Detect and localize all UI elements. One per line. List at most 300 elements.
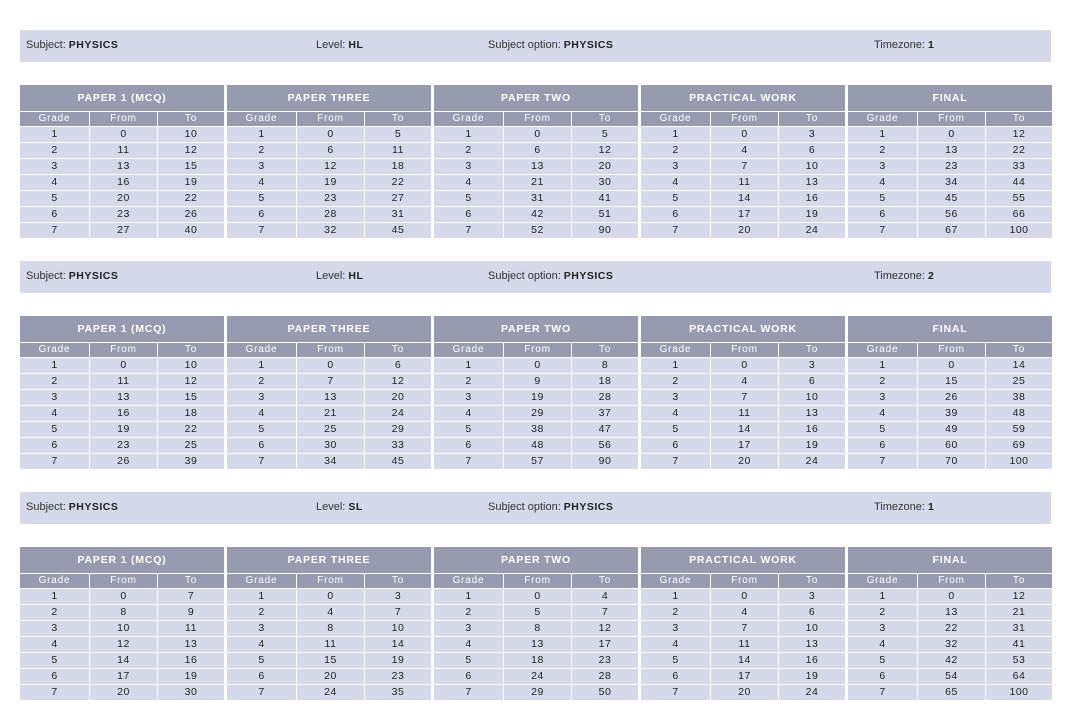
to-cell: 90 [598,455,612,467]
to-cell: 19 [184,176,198,188]
table-row [848,589,1052,604]
grade-column-header: Grade [434,343,504,357]
grade-cell: 6 [848,438,918,453]
grade-cell: 6 [227,438,297,453]
from-column-header: From [918,343,986,357]
grade-cell: 7 [848,454,918,469]
subject-info-bar [20,261,1051,293]
grade-cell: 4 [434,637,504,652]
grade-cell: 4 [641,175,711,190]
to-cell: 30 [184,686,198,698]
to-cell: 23 [598,654,612,666]
table-row [227,589,431,604]
level-field [316,39,363,51]
to-column-header: To [184,575,198,586]
to-cell: 24 [805,455,819,467]
to-cell: 24 [805,224,819,236]
from-cell: 0 [297,589,365,604]
table-row [641,605,845,620]
grade-cell: 3 [20,390,90,405]
table-header-row [641,574,845,588]
grade-cell: 2 [227,143,297,158]
table-row [848,621,1052,636]
level-value: SL [348,501,363,513]
level-field [316,270,363,282]
table-row [641,127,845,142]
to-cell: 47 [598,423,612,435]
to-cell: 69 [1012,439,1026,451]
from-cell: 19 [297,175,365,190]
grade-cell: 3 [848,159,918,174]
grade-column-header: Grade [20,112,90,126]
from-cell: 0 [297,358,365,373]
from-cell: 21 [504,175,572,190]
to-cell: 31 [391,208,405,220]
grade-cell: 6 [848,207,918,222]
to-cell: 16 [805,192,819,204]
from-cell: 6 [297,143,365,158]
table-row [227,143,431,158]
grade-cell: 2 [434,143,504,158]
grade-cell: 7 [227,454,297,469]
table-row [641,191,845,206]
grade-cell: 7 [20,685,90,700]
to-column-header: To [391,113,405,124]
grade-cell: 2 [641,143,711,158]
table-row [227,637,431,652]
table-header-row [434,343,638,357]
grade-table [434,547,638,704]
table-row [20,621,224,636]
grade-cell: 5 [20,653,90,668]
to-cell: 6 [808,606,816,618]
subject-value: PHYSICS [68,39,119,51]
from-cell: 70 [918,454,986,469]
grade-cell: 3 [848,621,918,636]
grade-cell: 5 [227,653,297,668]
to-cell: 4 [601,590,609,602]
to-cell: 6 [808,375,816,387]
to-cell: 26 [184,208,198,220]
to-cell: 30 [598,176,612,188]
grade-tables-row [20,85,1051,242]
to-cell: 25 [184,439,198,451]
to-cell: 7 [394,606,402,618]
table-row [848,669,1052,684]
subject-info-bar [20,492,1051,524]
grade-cell: 1 [848,127,918,142]
table-row [227,621,431,636]
grade-cell: 3 [227,621,297,636]
timezone-label: Timezone: [874,39,925,51]
to-cell: 50 [598,686,612,698]
table-row [848,191,1052,206]
table-row [227,653,431,668]
grade-cell: 5 [641,422,711,437]
to-column-header: To [1012,575,1026,586]
table-row [434,358,638,373]
timezone-value: 2 [927,270,935,282]
table-row [20,589,224,604]
to-cell: 19 [805,439,819,451]
from-cell: 14 [711,422,779,437]
to-cell: 45 [391,455,405,467]
grade-cell: 5 [641,191,711,206]
from-cell: 11 [90,143,158,158]
from-cell: 56 [918,207,986,222]
grade-table [848,547,1052,704]
table-row [434,207,638,222]
table-row [20,422,224,437]
timezone-value: 1 [927,501,935,513]
from-cell: 18 [504,653,572,668]
to-cell: 19 [805,208,819,220]
table-row [641,589,845,604]
table-header-row [641,112,845,126]
grade-table [227,547,431,704]
table-row [848,358,1052,373]
to-cell: 14 [1012,359,1026,371]
table-row [434,127,638,142]
subject-info-bar [20,30,1051,62]
table-header-row [641,343,845,357]
table-row [20,191,224,206]
grade-table [848,85,1052,242]
grade-cell: 1 [20,358,90,373]
grade-cell: 4 [848,637,918,652]
table-row [227,374,431,389]
table-row [848,390,1052,405]
table-row [20,358,224,373]
table-row [434,438,638,453]
table-row [227,438,431,453]
from-cell: 34 [918,175,986,190]
from-cell: 16 [90,175,158,190]
grade-cell: 3 [434,621,504,636]
to-cell: 45 [391,224,405,236]
table-row [848,454,1052,469]
from-cell: 26 [90,454,158,469]
from-cell: 7 [711,621,779,636]
grade-cell: 7 [20,454,90,469]
table-header-row [848,343,1052,357]
from-column-header: From [918,574,986,588]
table-title: PAPER TWO [434,85,638,111]
table-title: FINAL [848,85,1052,111]
grade-cell: 6 [434,207,504,222]
to-cell: 100 [1009,455,1029,467]
from-cell: 39 [918,406,986,421]
table-row [20,685,224,700]
table-row [434,191,638,206]
to-cell: 12 [598,622,612,634]
table-row [434,653,638,668]
table-title: PAPER TWO [434,547,638,573]
grade-cell: 1 [227,127,297,142]
grade-cell: 1 [848,589,918,604]
from-cell: 0 [504,589,572,604]
from-column-header: From [711,112,779,126]
grade-cell: 6 [434,669,504,684]
from-cell: 13 [297,390,365,405]
from-cell: 0 [90,358,158,373]
grade-cell: 6 [848,669,918,684]
table-row [434,374,638,389]
from-cell: 24 [504,669,572,684]
grade-column-header: Grade [641,112,711,126]
to-cell: 23 [391,670,405,682]
from-cell: 20 [711,223,779,238]
to-cell: 44 [1012,176,1026,188]
grade-cell: 1 [641,589,711,604]
option-field [488,270,613,282]
table-row [434,390,638,405]
grade-cell: 1 [227,358,297,373]
to-cell: 39 [184,455,198,467]
grade-column-header: Grade [434,574,504,588]
from-column-header: From [297,112,365,126]
grade-cell: 2 [848,143,918,158]
from-cell: 30 [297,438,365,453]
table-row [641,207,845,222]
grade-cell: 6 [227,669,297,684]
grade-cell: 2 [434,605,504,620]
from-cell: 4 [711,605,779,620]
table-row [641,143,845,158]
from-cell: 8 [504,621,572,636]
option-label: Subject option: [488,39,561,51]
from-cell: 28 [297,207,365,222]
grade-column-header: Grade [641,343,711,357]
grade-cell: 1 [848,358,918,373]
from-cell: 14 [90,653,158,668]
to-cell: 90 [598,224,612,236]
table-row [227,191,431,206]
to-cell: 12 [598,144,612,156]
to-cell: 10 [184,128,198,140]
to-cell: 19 [391,654,405,666]
to-cell: 3 [394,590,402,602]
table-header-row [434,574,638,588]
to-cell: 35 [391,686,405,698]
to-column-header: To [1012,113,1026,124]
table-row [227,175,431,190]
to-cell: 11 [392,144,404,156]
table-row [227,159,431,174]
table-row [20,175,224,190]
from-cell: 13 [90,159,158,174]
from-cell: 12 [297,159,365,174]
from-cell: 14 [711,191,779,206]
grade-table [641,316,845,473]
from-cell: 31 [504,191,572,206]
grade-cell: 7 [434,223,504,238]
to-cell: 19 [184,670,198,682]
table-row [848,175,1052,190]
grade-cell: 7 [20,223,90,238]
timezone-field [874,270,934,282]
option-field [488,501,613,513]
grade-cell: 6 [641,207,711,222]
grade-cell: 7 [641,685,711,700]
table-row [227,669,431,684]
to-cell: 12 [184,375,198,387]
grade-cell: 4 [227,406,297,421]
table-row [434,422,638,437]
grade-column-header: Grade [227,343,297,357]
to-column-header: To [391,575,405,586]
from-cell: 17 [90,669,158,684]
grade-cell: 4 [641,406,711,421]
table-title: FINAL [848,316,1052,342]
option-value: PHYSICS [563,39,614,51]
to-cell: 11 [185,622,197,634]
from-cell: 11 [90,374,158,389]
to-cell: 56 [598,439,612,451]
table-row [641,374,845,389]
table-row [20,390,224,405]
subject-field [26,39,118,51]
subject-field [26,270,118,282]
from-cell: 49 [918,422,986,437]
grade-cell: 5 [434,422,504,437]
table-row [848,374,1052,389]
grade-table [434,85,638,242]
from-cell: 10 [90,621,158,636]
from-cell: 13 [504,637,572,652]
from-cell: 5 [504,605,572,620]
table-row [20,454,224,469]
from-column-header: From [504,574,572,588]
to-cell: 16 [805,423,819,435]
from-column-header: From [918,112,986,126]
from-cell: 20 [90,685,158,700]
grade-cell: 4 [227,175,297,190]
from-cell: 17 [711,438,779,453]
grade-column-header: Grade [20,343,90,357]
table-header-row [20,112,224,126]
subject-label: Subject: [26,39,66,51]
to-cell: 10 [184,359,198,371]
to-cell: 18 [391,160,405,172]
table-row [848,207,1052,222]
option-label: Subject option: [488,501,561,513]
table-row [848,637,1052,652]
from-column-header: From [90,343,158,357]
from-cell: 4 [297,605,365,620]
table-row [641,621,845,636]
to-column-header: To [184,344,198,355]
grade-cell: 5 [20,191,90,206]
grade-cell: 7 [434,685,504,700]
to-cell: 12 [1012,590,1026,602]
from-cell: 7 [711,159,779,174]
from-cell: 20 [711,454,779,469]
timezone-field [874,501,934,513]
from-cell: 0 [504,127,572,142]
to-cell: 9 [187,606,195,618]
from-cell: 0 [90,127,158,142]
table-title: PAPER 1 (MCQ) [20,85,224,111]
grade-cell: 3 [434,159,504,174]
grade-cell: 1 [20,127,90,142]
from-cell: 14 [711,653,779,668]
from-cell: 20 [297,669,365,684]
grade-table [20,316,224,473]
table-row [641,653,845,668]
table-title: PAPER THREE [227,547,431,573]
grade-cell: 7 [227,685,297,700]
from-column-header: From [297,343,365,357]
from-cell: 23 [297,191,365,206]
option-value: PHYSICS [563,501,614,513]
from-cell: 20 [90,191,158,206]
from-cell: 15 [297,653,365,668]
to-cell: 10 [391,622,405,634]
from-cell: 25 [297,422,365,437]
to-cell: 22 [1012,144,1026,156]
level-label: Level: [316,270,346,282]
from-column-header: From [90,112,158,126]
table-row [641,390,845,405]
to-cell: 16 [805,654,819,666]
from-column-header: From [90,574,158,588]
from-cell: 23 [918,159,986,174]
from-cell: 0 [918,589,986,604]
grade-cell: 5 [434,191,504,206]
table-title: PAPER TWO [434,316,638,342]
to-cell: 20 [391,391,405,403]
to-cell: 18 [598,375,612,387]
table-row [641,159,845,174]
grade-cell: 1 [641,127,711,142]
from-cell: 17 [711,669,779,684]
grade-column-header: Grade [848,343,918,357]
table-row [20,127,224,142]
to-cell: 66 [1012,208,1026,220]
grade-table [227,85,431,242]
to-cell: 31 [1012,622,1026,634]
to-cell: 6 [808,144,816,156]
table-row [848,406,1052,421]
grade-column-header: Grade [20,574,90,588]
table-row [227,390,431,405]
from-cell: 11 [297,637,365,652]
to-cell: 27 [391,192,405,204]
to-cell: 51 [598,208,612,220]
table-row [848,653,1052,668]
grade-cell: 5 [641,653,711,668]
grade-cell: 1 [20,589,90,604]
to-cell: 17 [598,638,612,650]
grade-cell: 1 [227,589,297,604]
grade-cell: 2 [20,374,90,389]
from-cell: 13 [918,605,986,620]
grade-cell: 3 [848,390,918,405]
to-cell: 28 [598,391,612,403]
table-header-row [434,112,638,126]
grade-cell: 4 [434,406,504,421]
grade-tables-row [20,547,1051,704]
table-row [434,159,638,174]
from-cell: 45 [918,191,986,206]
grade-cell: 6 [434,438,504,453]
from-cell: 4 [711,143,779,158]
to-cell: 22 [184,423,198,435]
table-row [20,637,224,652]
table-row [848,159,1052,174]
grade-cell: 7 [227,223,297,238]
